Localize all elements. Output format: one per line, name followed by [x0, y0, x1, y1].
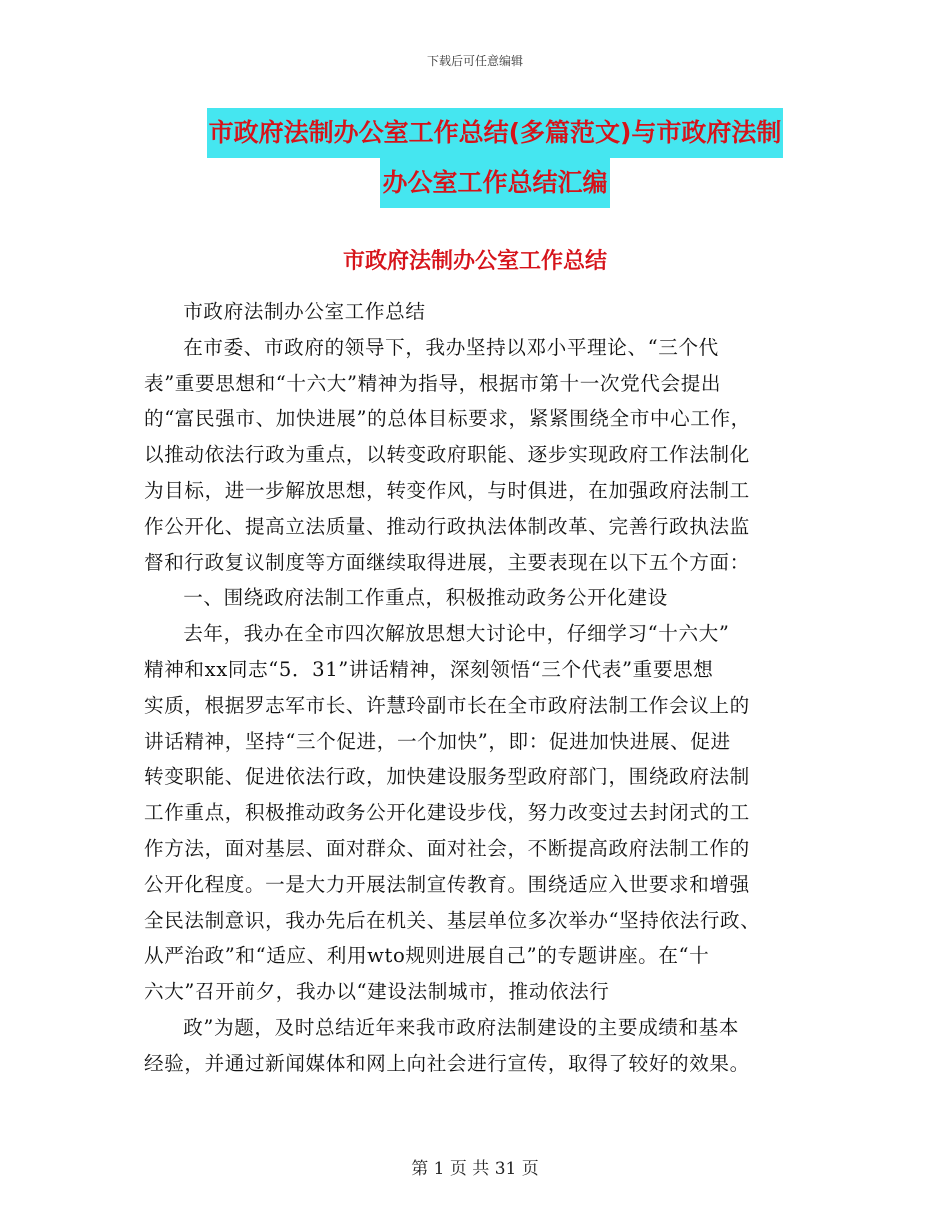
section-heading: 市政府法制办公室工作总结 — [342, 249, 607, 274]
text-line: 为目标，进一步解放思想，转变作风，与时俱进，在加强政府法制工 — [144, 478, 750, 502]
text-line: 全民法制意识，我办先后在机关、基层单位多次举办“坚持依法行政、 — [144, 908, 761, 932]
text-line: 工作重点，积极推动政务公开化建设步伐，努力改变过去封闭式的工 — [144, 801, 750, 825]
text-line: 作方法，面对基层、面对群众、面对社会，不断提高政府法制工作的 — [144, 836, 750, 860]
text-line: 的“富民强市、加快进展”的总体目标要求，紧紧围绕全市中心工作， — [144, 407, 751, 431]
text-line: 作公开化、提高立法质量、推动行政执法体制改革、完善行政执法监 — [144, 514, 750, 538]
section-title-1: 一、围绕政府法制工作重点，积极推动政务公开化建设 — [183, 586, 668, 610]
text-line: 六大”召开前夕，我办以“建设法制城市，推动依法行 — [144, 980, 610, 1004]
paragraph-intro — [144, 330, 794, 581]
text-line: 政”为题，及时总结近年来我市政府法制建设的主要成绩和基本 — [183, 1015, 740, 1039]
paragraph-section-1 — [144, 616, 794, 1010]
document-title — [150, 108, 840, 208]
title-line-2: 办公室工作总结汇编 — [380, 158, 609, 208]
text-line: 表”重要思想和“十六大”精神为指导，根据市第十一次党代会提出 — [144, 371, 722, 395]
text-line: 以推动依法行政为重点，以转变政府职能、逐步实现政府工作法制化 — [144, 443, 750, 467]
title-line-1: 市政府法制办公室工作总结(多篇范文)与市政府法制 — [207, 108, 784, 158]
document-body — [144, 294, 794, 1082]
text-line: 经验，并通过新闻媒体和网上向社会进行宣传，取得了较好的效果。 — [144, 1051, 750, 1075]
text-line: 精神和xx同志“5．31”讲话精神，深刻领悟“三个代表”重要思想 — [144, 657, 714, 681]
page-number: 第 1 页 共 31 页 — [411, 1159, 539, 1179]
text-line: 在市委、市政府的领导下，我办坚持以邓小平理论、“三个代 — [183, 335, 719, 359]
text-line: 从严治政”和“适应、利用wto规则进展自己”的专题讲座。在“十 — [144, 944, 710, 968]
paragraph-heading: 市政府法制办公室工作总结 — [183, 300, 426, 323]
text-line: 讲话精神，坚持“三个促进，一个加快”，即：促进加快进展、促进 — [144, 729, 731, 753]
text-line: 实质，根据罗志军市长、许慧玲副市长在全市政府法制工作会议上的 — [144, 693, 750, 717]
paragraph-continued — [144, 1010, 794, 1082]
text-line: 公开化程度。一是大力开展法制宣传教育。围绕适应入世要求和增强 — [144, 872, 750, 896]
text-line: 督和行政复议制度等方面继续取得进展，主要表现在以下五个方面： — [144, 550, 750, 574]
header-note: 下载后可任意编辑 — [426, 54, 523, 68]
text-line: 转变职能、促进依法行政，加快建设服务型政府部门，围绕政府法制 — [144, 765, 750, 789]
text-line: 去年，我办在全市四次解放思想大讨论中，仔细学习“十六大” — [183, 622, 730, 646]
